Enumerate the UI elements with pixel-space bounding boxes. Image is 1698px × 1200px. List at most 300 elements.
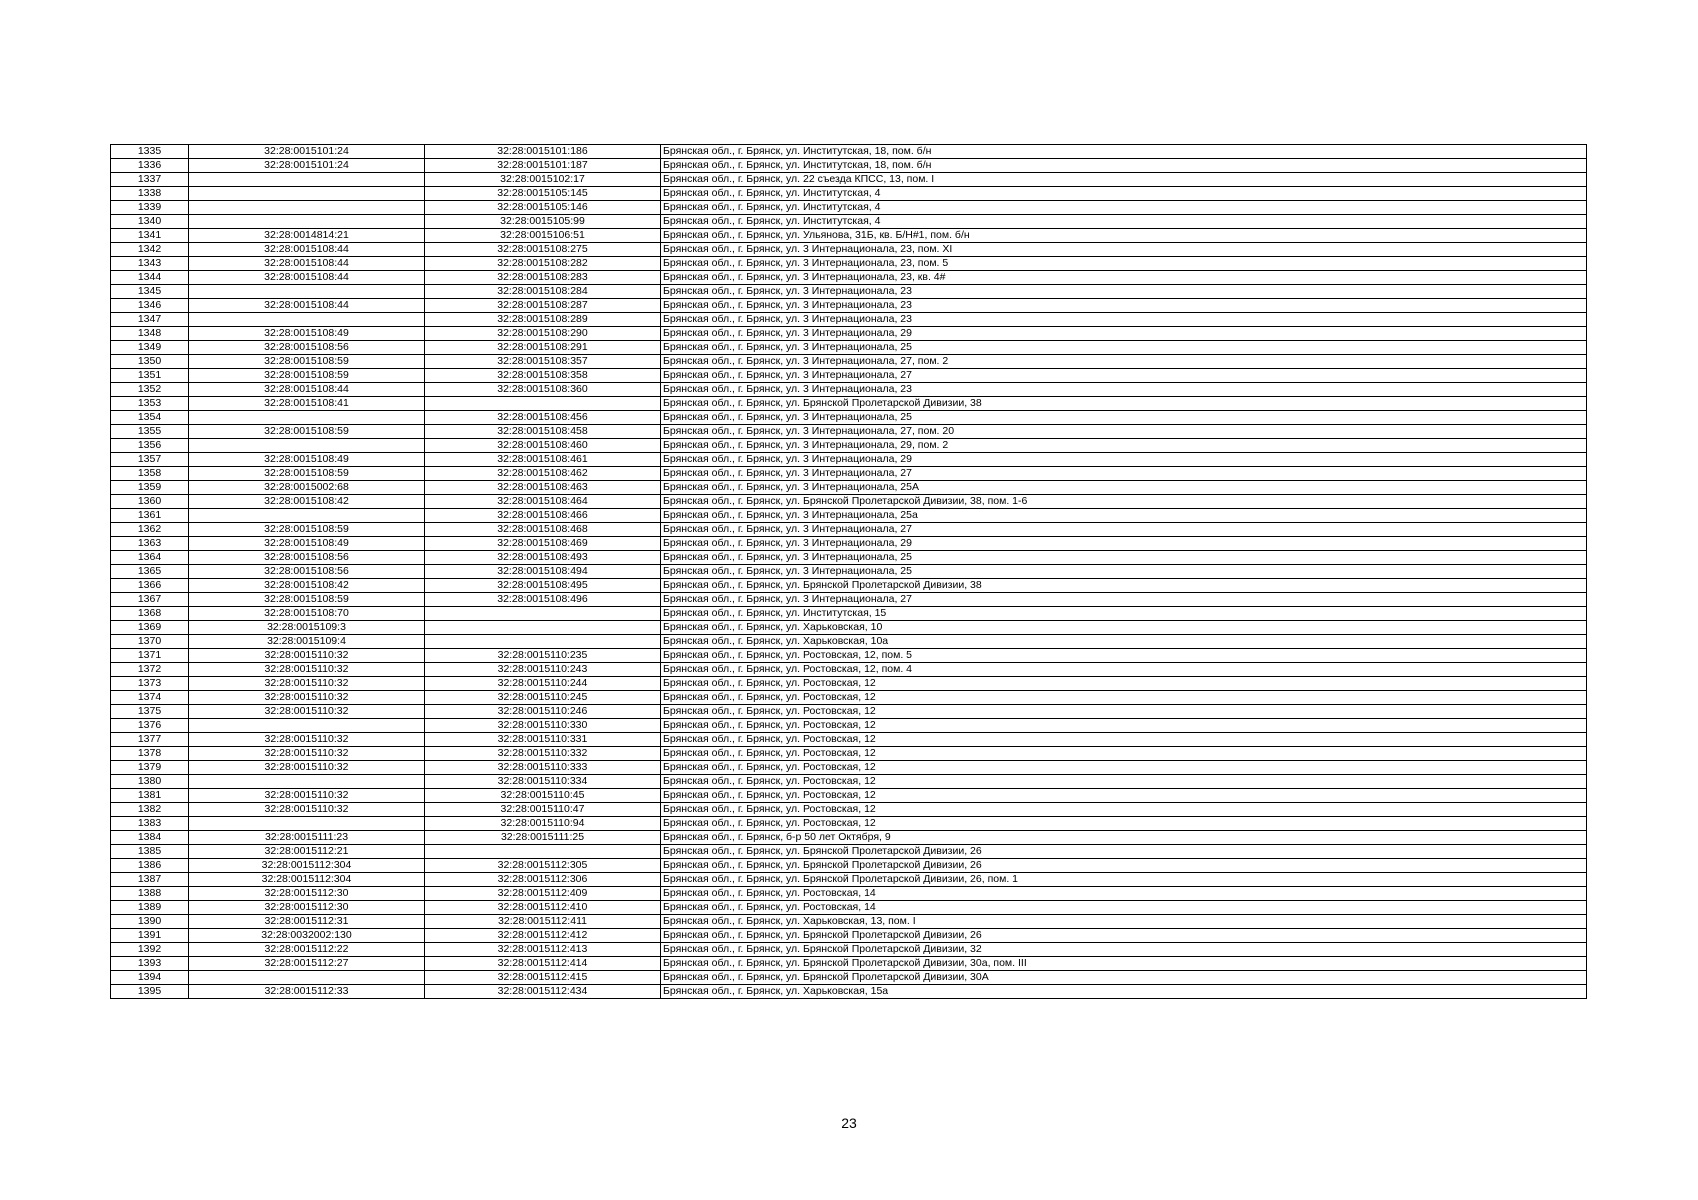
land-cadastral-number-cell: 32:28:0015111:23 [189, 831, 425, 845]
table-row [111, 229, 1587, 243]
object-cadastral-number-cell: 32:28:0015112:411 [425, 915, 661, 929]
land-cadastral-number-cell [189, 313, 425, 327]
land-cadastral-number-cell [189, 411, 425, 425]
table-row [111, 985, 1587, 999]
object-cadastral-number-cell: 32:28:0015110:243 [425, 663, 661, 677]
land-cadastral-number-cell: 32:28:0015109:4 [189, 635, 425, 649]
object-cadastral-number-cell: 32:28:0015112:434 [425, 985, 661, 999]
table-row [111, 649, 1587, 663]
address-cell: Брянская обл., г. Брянск, ул. Ростовская, 12 [661, 691, 1587, 705]
address-cell: Брянская обл., г. Брянск, ул. 3 Интернационала, 27 [661, 593, 1587, 607]
object-cadastral-number-cell: 32:28:0015110:47 [425, 803, 661, 817]
row-number-cell: 1351 [111, 369, 189, 383]
land-cadastral-number-cell: 32:28:0015108:44 [189, 299, 425, 313]
table-row [111, 201, 1587, 215]
object-cadastral-number-cell: 32:28:0015110:245 [425, 691, 661, 705]
table-row [111, 523, 1587, 537]
row-number-cell: 1368 [111, 607, 189, 621]
address-cell: Брянская обл., г. Брянск, ул. Брянской Пролетарской Дивизии, 30А [661, 971, 1587, 985]
address-cell: Брянская обл., г. Брянск, ул. 3 Интернационала, 25а [661, 509, 1587, 523]
row-number-cell: 1392 [111, 943, 189, 957]
row-number-cell: 1395 [111, 985, 189, 999]
land-cadastral-number-cell: 32:28:0015108:59 [189, 355, 425, 369]
object-cadastral-number-cell: 32:28:0015108:462 [425, 467, 661, 481]
row-number-cell: 1391 [111, 929, 189, 943]
land-cadastral-number-cell: 32:28:0015108:59 [189, 467, 425, 481]
table-row [111, 593, 1587, 607]
table-row [111, 621, 1587, 635]
table-row [111, 971, 1587, 985]
table-row [111, 397, 1587, 411]
table-row [111, 789, 1587, 803]
address-cell: Брянская обл., г. Брянск, ул. 3 Интернационала, 25 [661, 341, 1587, 355]
address-cell: Брянская обл., г. Брянск, ул. Ростовская, 12, пом. 4 [661, 663, 1587, 677]
address-cell: Брянская обл., г. Брянск, ул. Ростовская, 12 [661, 817, 1587, 831]
object-cadastral-number-cell: 32:28:0015108:466 [425, 509, 661, 523]
object-cadastral-number-cell: 32:28:0015110:330 [425, 719, 661, 733]
row-number-cell: 1346 [111, 299, 189, 313]
object-cadastral-number-cell: 32:28:0015112:409 [425, 887, 661, 901]
land-cadastral-number-cell: 32:28:0015108:70 [189, 607, 425, 621]
row-number-cell: 1369 [111, 621, 189, 635]
table-row [111, 383, 1587, 397]
object-cadastral-number-cell: 32:28:0015108:464 [425, 495, 661, 509]
row-number-cell: 1377 [111, 733, 189, 747]
address-cell: Брянская обл., г. Брянск, ул. 3 Интернационала, 23 [661, 299, 1587, 313]
land-cadastral-number-cell: 32:28:0015112:30 [189, 887, 425, 901]
table-row [111, 901, 1587, 915]
row-number-cell: 1350 [111, 355, 189, 369]
object-cadastral-number-cell: 32:28:0015112:415 [425, 971, 661, 985]
table-row [111, 145, 1587, 159]
address-cell: Брянская обл., г. Брянск, ул. 3 Интернационала, 23 [661, 285, 1587, 299]
table-row [111, 551, 1587, 565]
object-cadastral-number-cell: 32:28:0015112:305 [425, 859, 661, 873]
table-row [111, 299, 1587, 313]
table-row [111, 663, 1587, 677]
row-number-cell: 1371 [111, 649, 189, 663]
address-cell: Брянская обл., г. Брянск, ул. Брянской Пролетарской Дивизии, 32 [661, 943, 1587, 957]
object-cadastral-number-cell: 32:28:0015102:17 [425, 173, 661, 187]
address-cell: Брянская обл., г. Брянск, ул. 3 Интернационала, 29 [661, 327, 1587, 341]
land-cadastral-number-cell: 32:28:0015108:44 [189, 243, 425, 257]
object-cadastral-number-cell: 32:28:0015110:333 [425, 761, 661, 775]
table-row [111, 425, 1587, 439]
land-cadastral-number-cell: 32:28:0015110:32 [189, 747, 425, 761]
object-cadastral-number-cell: 32:28:0015110:246 [425, 705, 661, 719]
object-cadastral-number-cell: 32:28:0015105:99 [425, 215, 661, 229]
row-number-cell: 1376 [111, 719, 189, 733]
address-cell: Брянская обл., г. Брянск, ул. 3 Интернационала, 25 [661, 411, 1587, 425]
row-number-cell: 1345 [111, 285, 189, 299]
table-row [111, 677, 1587, 691]
address-cell: Брянская обл., г. Брянск, ул. 3 Интернационала, 27 [661, 369, 1587, 383]
object-cadastral-number-cell: 32:28:0015108:495 [425, 579, 661, 593]
object-cadastral-number-cell: 32:28:0015108:290 [425, 327, 661, 341]
object-cadastral-number-cell: 32:28:0015108:494 [425, 565, 661, 579]
land-cadastral-number-cell [189, 173, 425, 187]
row-number-cell: 1348 [111, 327, 189, 341]
address-cell: Брянская обл., г. Брянск, ул. 3 Интернационала, 29, пом. 2 [661, 439, 1587, 453]
object-cadastral-number-cell: 32:28:0015108:469 [425, 537, 661, 551]
object-cadastral-number-cell: 32:28:0015108:496 [425, 593, 661, 607]
row-number-cell: 1373 [111, 677, 189, 691]
address-cell: Брянская обл., г. Брянск, ул. Брянской Пролетарской Дивизии, 26 [661, 929, 1587, 943]
row-number-cell: 1353 [111, 397, 189, 411]
address-cell: Брянская обл., г. Брянск, ул. Институтская, 4 [661, 201, 1587, 215]
land-cadastral-number-cell: 32:28:0015110:32 [189, 733, 425, 747]
table-row [111, 957, 1587, 971]
address-cell: Брянская обл., г. Брянск, ул. Ростовская, 14 [661, 901, 1587, 915]
land-cadastral-number-cell: 32:28:0015110:32 [189, 663, 425, 677]
object-cadastral-number-cell: 32:28:0015108:284 [425, 285, 661, 299]
table-row [111, 369, 1587, 383]
address-cell: Брянская обл., г. Брянск, б-р 50 лет Октября, 9 [661, 831, 1587, 845]
land-cadastral-number-cell: 32:28:0015110:32 [189, 789, 425, 803]
table-row [111, 579, 1587, 593]
table-row [111, 803, 1587, 817]
address-cell: Брянская обл., г. Брянск, ул. Брянской Пролетарской Дивизии, 38, пом. 1-6 [661, 495, 1587, 509]
object-cadastral-number-cell [425, 621, 661, 635]
address-cell: Брянская обл., г. Брянск, ул. Ростовская, 12 [661, 747, 1587, 761]
address-cell: Брянская обл., г. Брянск, ул. Ростовская, 12 [661, 789, 1587, 803]
address-cell: Брянская обл., г. Брянск, ул. Ростовская, 12 [661, 719, 1587, 733]
table-row [111, 313, 1587, 327]
table-row [111, 285, 1587, 299]
land-cadastral-number-cell [189, 971, 425, 985]
address-cell: Брянская обл., г. Брянск, ул. 3 Интернационала, 23, пом. XI [661, 243, 1587, 257]
object-cadastral-number-cell: 32:28:0015108:456 [425, 411, 661, 425]
address-cell: Брянская обл., г. Брянск, ул. 3 Интернационала, 25 [661, 565, 1587, 579]
object-cadastral-number-cell: 32:28:0015110:244 [425, 677, 661, 691]
land-cadastral-number-cell: 32:28:0015108:42 [189, 579, 425, 593]
row-number-cell: 1384 [111, 831, 189, 845]
land-cadastral-number-cell [189, 719, 425, 733]
row-number-cell: 1340 [111, 215, 189, 229]
table-row [111, 495, 1587, 509]
row-number-cell: 1366 [111, 579, 189, 593]
object-cadastral-number-cell: 32:28:0015108:360 [425, 383, 661, 397]
table-row [111, 481, 1587, 495]
land-cadastral-number-cell: 32:28:0015112:304 [189, 859, 425, 873]
table-row [111, 159, 1587, 173]
row-number-cell: 1343 [111, 257, 189, 271]
address-cell: Брянская обл., г. Брянск, ул. 3 Интернационала, 23 [661, 313, 1587, 327]
land-cadastral-number-cell [189, 509, 425, 523]
land-cadastral-number-cell: 32:28:0014814:21 [189, 229, 425, 243]
address-cell: Брянская обл., г. Брянск, ул. Ростовская, 12 [661, 733, 1587, 747]
object-cadastral-number-cell: 32:28:0015110:45 [425, 789, 661, 803]
table-row [111, 327, 1587, 341]
table-row [111, 873, 1587, 887]
address-cell: Брянская обл., г. Брянск, ул. 3 Интернационала, 27 [661, 523, 1587, 537]
object-cadastral-number-cell: 32:28:0015112:412 [425, 929, 661, 943]
land-cadastral-number-cell: 32:28:0015110:32 [189, 649, 425, 663]
land-cadastral-number-cell [189, 775, 425, 789]
object-cadastral-number-cell [425, 635, 661, 649]
row-number-cell: 1374 [111, 691, 189, 705]
row-number-cell: 1358 [111, 467, 189, 481]
row-number-cell: 1362 [111, 523, 189, 537]
row-number-cell: 1355 [111, 425, 189, 439]
table-row [111, 831, 1587, 845]
registry-table-container [110, 144, 1586, 999]
table-row [111, 929, 1587, 943]
object-cadastral-number-cell: 32:28:0015108:357 [425, 355, 661, 369]
table-row [111, 565, 1587, 579]
object-cadastral-number-cell: 32:28:0015108:463 [425, 481, 661, 495]
table-row [111, 257, 1587, 271]
row-number-cell: 1361 [111, 509, 189, 523]
table-row [111, 411, 1587, 425]
object-cadastral-number-cell: 32:28:0015101:187 [425, 159, 661, 173]
object-cadastral-number-cell: 32:28:0015108:275 [425, 243, 661, 257]
land-cadastral-number-cell: 32:28:0032002:130 [189, 929, 425, 943]
table-row [111, 859, 1587, 873]
land-cadastral-number-cell [189, 201, 425, 215]
land-cadastral-number-cell: 32:28:0015110:32 [189, 691, 425, 705]
table-row [111, 607, 1587, 621]
address-cell: Брянская обл., г. Брянск, ул. Харьковская, 10 [661, 621, 1587, 635]
address-cell: Брянская обл., г. Брянск, ул. Ростовская, 12 [661, 803, 1587, 817]
table-row [111, 747, 1587, 761]
registry-table [110, 144, 1587, 999]
table-row [111, 887, 1587, 901]
row-number-cell: 1380 [111, 775, 189, 789]
address-cell: Брянская обл., г. Брянск, ул. 3 Интернационала, 25А [661, 481, 1587, 495]
table-row [111, 635, 1587, 649]
address-cell: Брянская обл., г. Брянск, ул. Брянской Пролетарской Дивизии, 30а, пом. III [661, 957, 1587, 971]
object-cadastral-number-cell: 32:28:0015112:410 [425, 901, 661, 915]
row-number-cell: 1393 [111, 957, 189, 971]
table-row [111, 719, 1587, 733]
table-row [111, 453, 1587, 467]
land-cadastral-number-cell [189, 187, 425, 201]
table-row [111, 733, 1587, 747]
land-cadastral-number-cell: 32:28:0015110:32 [189, 803, 425, 817]
row-number-cell: 1363 [111, 537, 189, 551]
address-cell: Брянская обл., г. Брянск, ул. Институтская, 4 [661, 215, 1587, 229]
row-number-cell: 1339 [111, 201, 189, 215]
row-number-cell: 1390 [111, 915, 189, 929]
address-cell: Брянская обл., г. Брянск, ул. Харьковская, 10а [661, 635, 1587, 649]
row-number-cell: 1335 [111, 145, 189, 159]
land-cadastral-number-cell: 32:28:0015108:44 [189, 383, 425, 397]
address-cell: Брянская обл., г. Брянск, ул. Ростовская, 12 [661, 705, 1587, 719]
address-cell: Брянская обл., г. Брянск, ул. 3 Интернационала, 23, пом. 5 [661, 257, 1587, 271]
table-row [111, 271, 1587, 285]
object-cadastral-number-cell: 32:28:0015108:287 [425, 299, 661, 313]
object-cadastral-number-cell: 32:28:0015108:282 [425, 257, 661, 271]
row-number-cell: 1394 [111, 971, 189, 985]
object-cadastral-number-cell: 32:28:0015112:413 [425, 943, 661, 957]
table-row [111, 705, 1587, 719]
land-cadastral-number-cell: 32:28:0015112:27 [189, 957, 425, 971]
row-number-cell: 1379 [111, 761, 189, 775]
row-number-cell: 1385 [111, 845, 189, 859]
table-row [111, 341, 1587, 355]
table-row [111, 943, 1587, 957]
row-number-cell: 1386 [111, 859, 189, 873]
land-cadastral-number-cell: 32:28:0015002:68 [189, 481, 425, 495]
address-cell: Брянская обл., г. Брянск, ул. Брянской Пролетарской Дивизии, 38 [661, 397, 1587, 411]
object-cadastral-number-cell: 32:28:0015105:146 [425, 201, 661, 215]
address-cell: Брянская обл., г. Брянск, ул. Брянской Пролетарской Дивизии, 26 [661, 859, 1587, 873]
object-cadastral-number-cell [425, 397, 661, 411]
row-number-cell: 1360 [111, 495, 189, 509]
address-cell: Брянская обл., г. Брянск, ул. 3 Интернационала, 29 [661, 453, 1587, 467]
page-number: 23 [841, 1115, 857, 1131]
table-row [111, 243, 1587, 257]
land-cadastral-number-cell: 32:28:0015108:44 [189, 257, 425, 271]
address-cell: Брянская обл., г. Брянск, ул. Институтская, 18, пом. б/н [661, 159, 1587, 173]
address-cell: Брянская обл., г. Брянск, ул. 3 Интернационала, 25 [661, 551, 1587, 565]
land-cadastral-number-cell: 32:28:0015112:21 [189, 845, 425, 859]
object-cadastral-number-cell: 32:28:0015111:25 [425, 831, 661, 845]
row-number-cell: 1337 [111, 173, 189, 187]
land-cadastral-number-cell: 32:28:0015101:24 [189, 145, 425, 159]
address-cell: Брянская обл., г. Брянск, ул. 3 Интернационала, 23, кв. 4# [661, 271, 1587, 285]
object-cadastral-number-cell: 32:28:0015110:94 [425, 817, 661, 831]
row-number-cell: 1338 [111, 187, 189, 201]
address-cell: Брянская обл., г. Брянск, ул. Брянской Пролетарской Дивизии, 26, пом. 1 [661, 873, 1587, 887]
object-cadastral-number-cell: 32:28:0015108:460 [425, 439, 661, 453]
address-cell: Брянская обл., г. Брянск, ул. 3 Интернационала, 23 [661, 383, 1587, 397]
address-cell: Брянская обл., г. Брянск, ул. 3 Интернационала, 27, пом. 20 [661, 425, 1587, 439]
row-number-cell: 1372 [111, 663, 189, 677]
land-cadastral-number-cell: 32:28:0015108:59 [189, 593, 425, 607]
land-cadastral-number-cell: 32:28:0015108:56 [189, 565, 425, 579]
address-cell: Брянская обл., г. Брянск, ул. Институтская, 4 [661, 187, 1587, 201]
land-cadastral-number-cell: 32:28:0015112:33 [189, 985, 425, 999]
table-row [111, 775, 1587, 789]
land-cadastral-number-cell: 32:28:0015112:31 [189, 915, 425, 929]
land-cadastral-number-cell: 32:28:0015108:59 [189, 369, 425, 383]
table-row [111, 915, 1587, 929]
row-number-cell: 1356 [111, 439, 189, 453]
object-cadastral-number-cell: 32:28:0015110:235 [425, 649, 661, 663]
row-number-cell: 1378 [111, 747, 189, 761]
land-cadastral-number-cell: 32:28:0015108:49 [189, 327, 425, 341]
land-cadastral-number-cell: 32:28:0015112:22 [189, 943, 425, 957]
land-cadastral-number-cell [189, 285, 425, 299]
object-cadastral-number-cell: 32:28:0015110:334 [425, 775, 661, 789]
address-cell: Брянская обл., г. Брянск, ул. Брянской Пролетарской Дивизии, 26 [661, 845, 1587, 859]
table-row [111, 537, 1587, 551]
row-number-cell: 1389 [111, 901, 189, 915]
row-number-cell: 1375 [111, 705, 189, 719]
row-number-cell: 1365 [111, 565, 189, 579]
object-cadastral-number-cell: 32:28:0015106:51 [425, 229, 661, 243]
address-cell: Брянская обл., г. Брянск, ул. 3 Интернационала, 29 [661, 537, 1587, 551]
row-number-cell: 1352 [111, 383, 189, 397]
object-cadastral-number-cell [425, 845, 661, 859]
land-cadastral-number-cell: 32:28:0015108:49 [189, 453, 425, 467]
object-cadastral-number-cell: 32:28:0015108:468 [425, 523, 661, 537]
row-number-cell: 1370 [111, 635, 189, 649]
row-number-cell: 1341 [111, 229, 189, 243]
address-cell: Брянская обл., г. Брянск, ул. Ростовская, 12 [661, 677, 1587, 691]
address-cell: Брянская обл., г. Брянск, ул. Ульянова, 31Б, кв. Б/Н#1, пом. б/н [661, 229, 1587, 243]
row-number-cell: 1336 [111, 159, 189, 173]
address-cell: Брянская обл., г. Брянск, ул. 22 съезда КПСС, 13, пом. I [661, 173, 1587, 187]
row-number-cell: 1344 [111, 271, 189, 285]
land-cadastral-number-cell: 32:28:0015109:3 [189, 621, 425, 635]
row-number-cell: 1349 [111, 341, 189, 355]
land-cadastral-number-cell: 32:28:0015110:32 [189, 761, 425, 775]
row-number-cell: 1342 [111, 243, 189, 257]
land-cadastral-number-cell: 32:28:0015110:32 [189, 677, 425, 691]
object-cadastral-number-cell: 32:28:0015108:458 [425, 425, 661, 439]
land-cadastral-number-cell [189, 215, 425, 229]
row-number-cell: 1387 [111, 873, 189, 887]
registry-table-body [111, 145, 1587, 999]
object-cadastral-number-cell: 32:28:0015112:306 [425, 873, 661, 887]
object-cadastral-number-cell: 32:28:0015112:414 [425, 957, 661, 971]
address-cell: Брянская обл., г. Брянск, ул. Ростовская, 14 [661, 887, 1587, 901]
object-cadastral-number-cell: 32:28:0015108:358 [425, 369, 661, 383]
address-cell: Брянская обл., г. Брянск, ул. Ростовская, 12, пом. 5 [661, 649, 1587, 663]
object-cadastral-number-cell: 32:28:0015108:283 [425, 271, 661, 285]
land-cadastral-number-cell [189, 439, 425, 453]
object-cadastral-number-cell: 32:28:0015108:291 [425, 341, 661, 355]
object-cadastral-number-cell: 32:28:0015105:145 [425, 187, 661, 201]
row-number-cell: 1359 [111, 481, 189, 495]
address-cell: Брянская обл., г. Брянск, ул. Ростовская, 12 [661, 761, 1587, 775]
table-row [111, 691, 1587, 705]
land-cadastral-number-cell: 32:28:0015108:59 [189, 523, 425, 537]
land-cadastral-number-cell: 32:28:0015108:41 [189, 397, 425, 411]
land-cadastral-number-cell: 32:28:0015108:56 [189, 341, 425, 355]
address-cell: Брянская обл., г. Брянск, ул. Харьковская, 15а [661, 985, 1587, 999]
address-cell: Брянская обл., г. Брянск, ул. Харьковская, 13, пом. I [661, 915, 1587, 929]
row-number-cell: 1364 [111, 551, 189, 565]
object-cadastral-number-cell: 32:28:0015108:461 [425, 453, 661, 467]
land-cadastral-number-cell: 32:28:0015108:49 [189, 537, 425, 551]
object-cadastral-number-cell [425, 607, 661, 621]
land-cadastral-number-cell: 32:28:0015101:24 [189, 159, 425, 173]
table-row [111, 355, 1587, 369]
address-cell: Брянская обл., г. Брянск, ул. 3 Интернационала, 27 [661, 467, 1587, 481]
row-number-cell: 1382 [111, 803, 189, 817]
table-row [111, 439, 1587, 453]
land-cadastral-number-cell: 32:28:0015108:59 [189, 425, 425, 439]
table-row [111, 509, 1587, 523]
table-row [111, 467, 1587, 481]
land-cadastral-number-cell: 32:28:0015110:32 [189, 705, 425, 719]
land-cadastral-number-cell: 32:28:0015108:56 [189, 551, 425, 565]
address-cell: Брянская обл., г. Брянск, ул. Институтская, 18, пом. б/н [661, 145, 1587, 159]
row-number-cell: 1347 [111, 313, 189, 327]
table-row [111, 187, 1587, 201]
row-number-cell: 1354 [111, 411, 189, 425]
row-number-cell: 1381 [111, 789, 189, 803]
row-number-cell: 1388 [111, 887, 189, 901]
land-cadastral-number-cell: 32:28:0015112:30 [189, 901, 425, 915]
land-cadastral-number-cell [189, 817, 425, 831]
row-number-cell: 1357 [111, 453, 189, 467]
row-number-cell: 1383 [111, 817, 189, 831]
object-cadastral-number-cell: 32:28:0015108:493 [425, 551, 661, 565]
address-cell: Брянская обл., г. Брянск, ул. 3 Интернационала, 27, пом. 2 [661, 355, 1587, 369]
table-row [111, 845, 1587, 859]
address-cell: Брянская обл., г. Брянск, ул. Ростовская, 12 [661, 775, 1587, 789]
address-cell: Брянская обл., г. Брянск, ул. Брянской Пролетарской Дивизии, 38 [661, 579, 1587, 593]
land-cadastral-number-cell: 32:28:0015108:44 [189, 271, 425, 285]
row-number-cell: 1367 [111, 593, 189, 607]
object-cadastral-number-cell: 32:28:0015110:331 [425, 733, 661, 747]
object-cadastral-number-cell: 32:28:0015110:332 [425, 747, 661, 761]
